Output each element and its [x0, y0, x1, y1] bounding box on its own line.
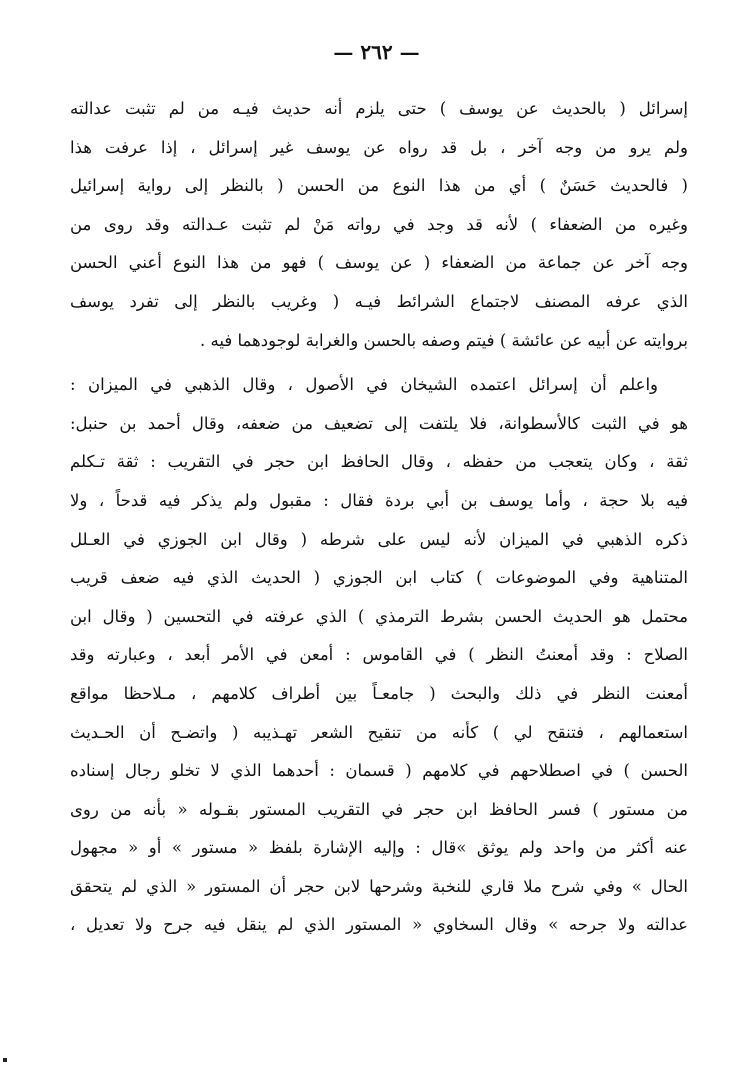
text-line: الحسن ) في اصطلاحهم في كلامهم ( قسمان : أحدهما الذي لا تخلو رجال إسناده — [70, 761, 688, 781]
text-line: محتمل هو الحديث الحسن بشرط الترمذي ) الذي عرفته في التحسين ( وقال ابن — [70, 606, 688, 626]
text-line: ذكره الذهبي في الميزان لأنه ليس على شرطه ( وقال ابن الجوزي في العـلل — [70, 529, 688, 549]
text-line: ولم يرو من وجه آخر ، بل قد رواه عن يوسف غير إسرائل ، إذا عرفت هذا — [70, 137, 688, 157]
text-line: عنه أكثر من واحد ولم يوثق »قال : وإليه الإشارة بلفظ « مستور » أو « مجهول — [70, 838, 688, 858]
text-line: فيه بلا حجة ، وأما يوسف بن أبي بردة فقال : مقبول ولم يذكر فيه قدحاً ، ولا — [70, 490, 688, 510]
body-text — [70, 90, 688, 945]
text-line: الصلاح : وقد أمعنتُ النظر ) في القاموس : أمعن في الأمر أبعد ، وعبارته وقد — [70, 645, 688, 665]
text-line-paragraph-end: بروايته عن أبيه عن عائشة ) فيتم وصفه بالحسن والغرابة لوجودهما فيه . — [200, 330, 688, 350]
text-line: أمعنت النظر في ذلك والبحث ( جامعـاً بين أطراف كلامهم ، مـلاحظا مواقع — [70, 683, 688, 703]
text-line-paragraph-start: واعلم أن إسرائل اعتمده الشيخان في الأصول ، وقال الذهبي في الميزان : — [70, 375, 658, 395]
scan-speck — [3, 1058, 7, 1062]
text-line: ( فالحديث حَسَنٌ ) أي من هذا النوع من الحسن ( بالنظر إلى رواية إسرائيل — [70, 176, 688, 196]
text-line: وجه آخر عن جماعة من الضعفاء ( عن يوسف ) فهو من هذا النوع أعني الحسن — [70, 253, 688, 273]
text-line: الذي عرفه المصنف لاجتماع الشرائط فيـه ( وغريب بالنظر إلى تفرد يوسف — [70, 291, 688, 311]
text-line: وغيره من الضعفاء ) لأنه قد وجد في رواته مَنْ لم تثبت عـدالته وقد روى من — [70, 214, 688, 234]
text-line: ثقة ، وكان يتعجب من حفظه ، وقال الحافظ ابن حجر في التقريب : ثقة تـكلم — [70, 452, 688, 472]
text-line: عدالته ولا جرحه » وقال السخاوي « المستور الذي لم ينقل فيه جرح ولا تعديل ، — [70, 915, 688, 935]
text-line: من مستور ) فسر الحافظ ابن حجر في التقريب المستور بقـوله « بأنه من روى — [70, 799, 688, 819]
page-number: — ٢٦٢ — — [333, 40, 420, 64]
text-line: الحال » وفي شرح ملا قاري للنخبة وشرحها لابن حجر أن المستور « الذي لم يتحقق — [70, 876, 688, 896]
text-line: المتناهية وفي الموضوعات ) كتاب ابن الجوزي ( الحديث الذي فيه ضعف قريب — [70, 568, 688, 588]
text-line: إسرائل ( بالحديث عن يوسف ) حتى يلزم أنه حديث فيـه من لم تثبت عدالته — [70, 99, 688, 118]
text-line: هو في الثبت كالأسطوانة، فلا يلتفت إلى تضعيف من ضعفه، وقال أحمد بن حنبل: — [70, 413, 688, 433]
text-line: استعمالهم ، فتنقح لي ) كأنه من تنقيح الشعر تهـذيبه ( واتضـح أن الحـديث — [70, 722, 688, 742]
